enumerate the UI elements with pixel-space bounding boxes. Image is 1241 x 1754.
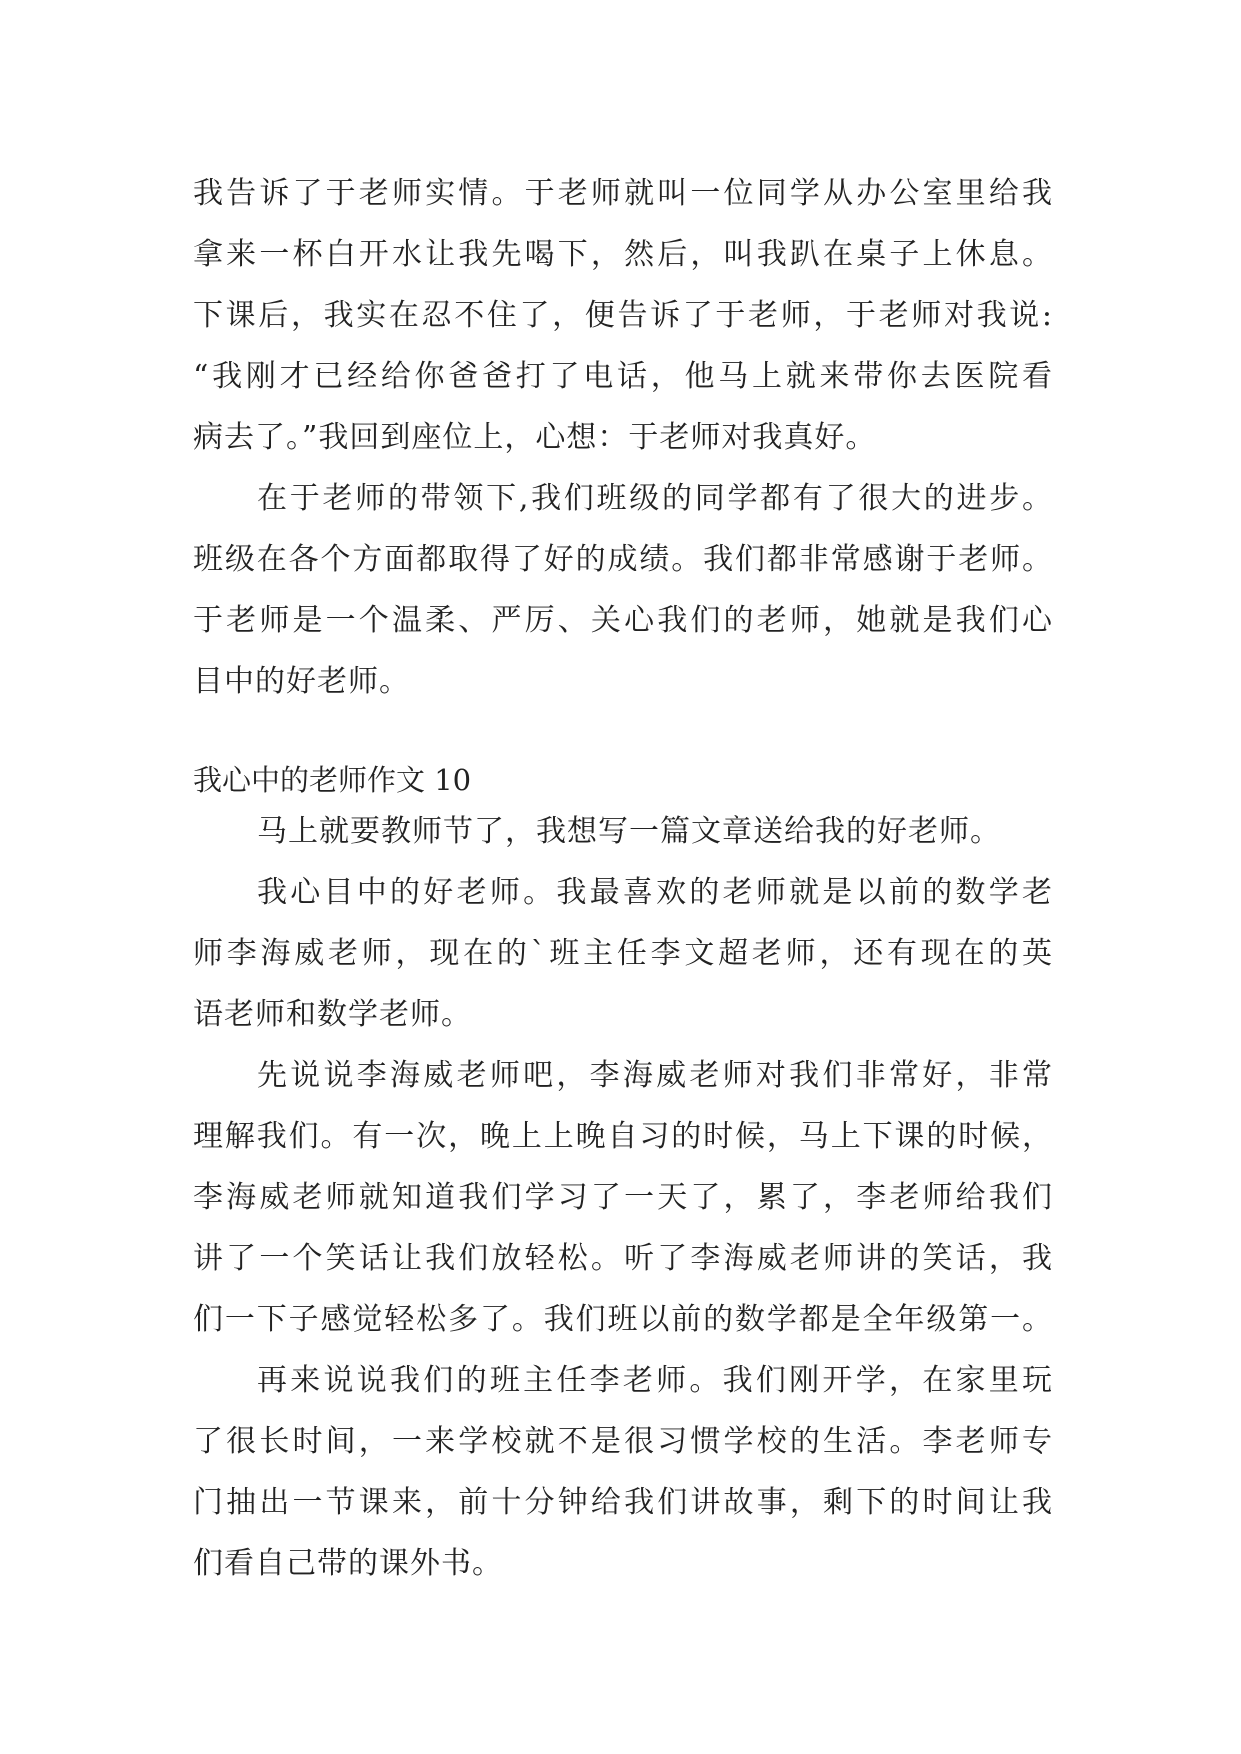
essay-title: 我心中的老师作文 10 bbox=[193, 763, 472, 797]
text-line: 语老师和数学老师。 bbox=[193, 997, 472, 1032]
text-line: 先说说李海威老师吧，李海威老师对我们非常好，非常 bbox=[257, 1058, 1053, 1093]
text-line: 班级在各个方面都取得了好的成绩。我们都非常感谢于老师。 bbox=[193, 542, 1053, 577]
text-line: “我刚才已经给你爸爸打了电话，他马上就来带你去医院看 bbox=[193, 359, 1053, 394]
text-line: 们一下子感觉轻松多了。我们班以前的数学都是全年级第一。 bbox=[193, 1302, 1053, 1337]
text-line: 再来说说我们的班主任李老师。我们刚开学，在家里玩 bbox=[257, 1363, 1053, 1398]
text-line: 了很长时间，一来学校就不是很习惯学校的生活。李老师专 bbox=[193, 1424, 1053, 1459]
essay-continuation bbox=[193, 163, 1053, 712]
text-line: 在于老师的带领下,我们班级的同学都有了很大的进步。 bbox=[257, 481, 1053, 516]
essay-body bbox=[193, 801, 1053, 1594]
text-line: 目中的好老师。 bbox=[193, 664, 410, 699]
text-line: 李海威老师就知道我们学习了一天了，累了，李老师给我们 bbox=[193, 1180, 1053, 1215]
text-line: 拿来一杯白开水让我先喝下，然后，叫我趴在桌子上休息。 bbox=[193, 237, 1053, 272]
text-line: 们看自己带的课外书。 bbox=[193, 1546, 503, 1581]
text-line: 门抽出一节课来，前十分钟给我们讲故事，剩下的时间让我 bbox=[193, 1485, 1053, 1520]
text-line: 讲了一个笑话让我们放轻松。听了李海威老师讲的笑话，我 bbox=[193, 1241, 1053, 1276]
text-line: 病去了。”我回到座位上，心想：于老师对我真好。 bbox=[193, 420, 877, 455]
text-line: 马上就要教师节了，我想写一篇文章送给我的好老师。 bbox=[257, 814, 1001, 849]
text-line: 下课后，我实在忍不住了，便告诉了于老师，于老师对我说: bbox=[193, 298, 1053, 333]
text-line: 我心目中的好老师。我最喜欢的老师就是以前的数学老 bbox=[257, 875, 1053, 910]
text-line: 我告诉了于老师实情。于老师就叫一位同学从办公室里给我 bbox=[193, 176, 1053, 211]
text-line: 于老师是一个温柔、严厉、关心我们的老师，她就是我们心 bbox=[193, 603, 1053, 638]
text-line: 理解我们。有一次，晚上上晚自习的时候，马上下课的时候， bbox=[193, 1119, 1053, 1154]
text-line: 师李海威老师，现在的`班主任李文超老师，还有现在的英 bbox=[193, 936, 1053, 971]
